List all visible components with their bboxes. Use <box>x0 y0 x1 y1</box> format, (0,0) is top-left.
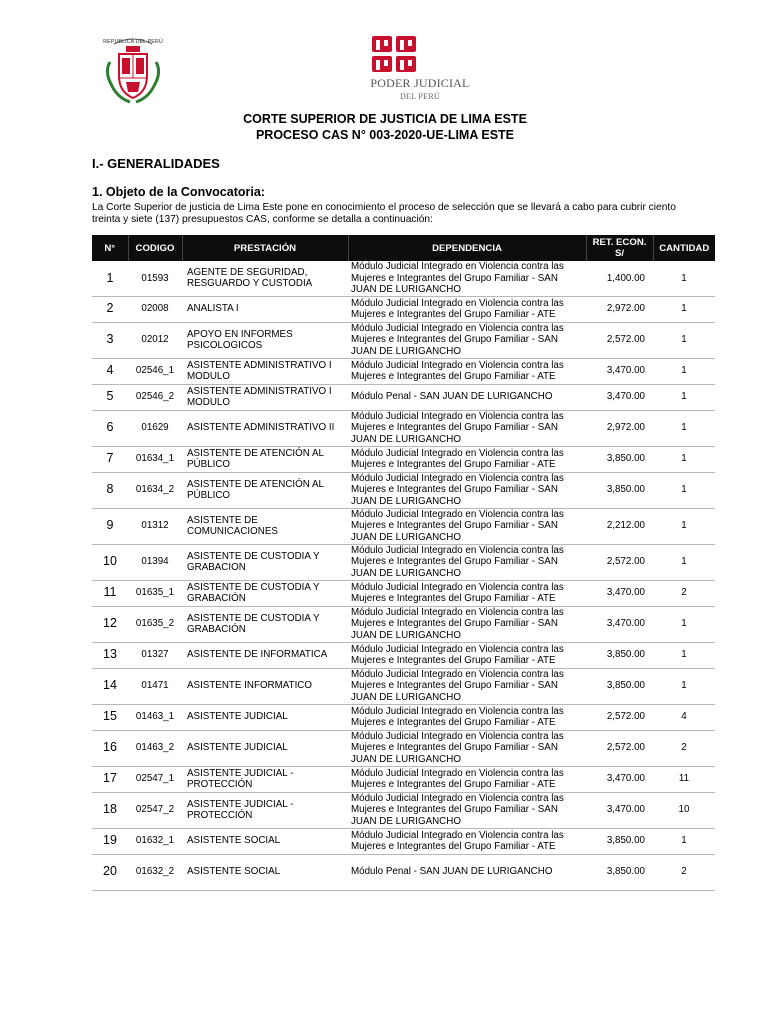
cell-ret: 2,572.00 <box>586 322 653 358</box>
cell-n: 14 <box>92 668 128 704</box>
cell-prestacion: ASISTENTE JUDICIAL <box>182 730 348 766</box>
cell-codigo: 01634_1 <box>128 446 182 472</box>
cell-codigo: 02546_1 <box>128 358 182 384</box>
cell-codigo: 01593 <box>128 261 182 296</box>
cell-codigo: 01635_1 <box>128 580 182 606</box>
header-dependencia: DEPENDENCIA <box>348 235 586 261</box>
cell-cantidad: 1 <box>653 508 715 544</box>
cell-dependencia: Módulo Judicial Integrado en Violencia contra las Mujeres e Integrantes del Grupo Familiar - SAN JUAN DE LURIGANCHO <box>348 508 586 544</box>
cell-dependencia: Módulo Judicial Integrado en Violencia contra las Mujeres e Integrantes del Grupo Familiar - SAN JUAN DE LURIGANCHO <box>348 410 586 446</box>
cell-codigo: 01394 <box>128 544 182 580</box>
cell-dependencia: Módulo Judicial Integrado en Violencia contra las Mujeres e Integrantes del Grupo Familiar - ATE <box>348 446 586 472</box>
positions-table <box>92 235 715 891</box>
table-row <box>92 508 715 544</box>
cell-cantidad: 10 <box>653 792 715 828</box>
cell-prestacion: ASISTENTE ADMINISTRATIVO II <box>182 410 348 446</box>
cell-n: 16 <box>92 730 128 766</box>
cell-dependencia: Módulo Judicial Integrado en Violencia contra las Mujeres e Integrantes del Grupo Familiar - ATE <box>348 704 586 730</box>
section-paragraph: La Corte Superior de justicia de Lima Este pone en conocimiento el proceso de selección que se llevará a cabo para cubrir ciento treinta y siete (137) presupuestos CAS, conforme se detalla a continuación: <box>92 202 676 225</box>
cell-dependencia: Módulo Judicial Integrado en Violencia contra las Mujeres e Integrantes del Grupo Familiar - ATE <box>348 296 586 322</box>
cell-cantidad: 1 <box>653 296 715 322</box>
cell-cantidad: 1 <box>653 446 715 472</box>
cell-prestacion: ASISTENTE SOCIAL <box>182 854 348 890</box>
cell-codigo: 01312 <box>128 508 182 544</box>
cell-n: 5 <box>92 384 128 410</box>
table-row <box>92 642 715 668</box>
cell-ret: 3,470.00 <box>586 384 653 410</box>
cell-codigo: 02008 <box>128 296 182 322</box>
cell-codigo: 01463_1 <box>128 704 182 730</box>
cell-cantidad: 1 <box>653 544 715 580</box>
cell-dependencia: Módulo Judicial Integrado en Violencia contra las Mujeres e Integrantes del Grupo Familiar - ATE <box>348 642 586 668</box>
cell-codigo: 02546_2 <box>128 384 182 410</box>
cell-cantidad: 2 <box>653 730 715 766</box>
table-row <box>92 296 715 322</box>
cell-dependencia: Módulo Judicial Integrado en Violencia contra las Mujeres e Integrantes del Grupo Familiar - SAN JUAN DE LURIGANCHO <box>348 544 586 580</box>
cell-cantidad: 1 <box>653 384 715 410</box>
document-title: CORTE SUPERIOR DE JUSTICIA DE LIMA ESTE <box>243 112 527 126</box>
cell-prestacion: ASISTENTE DE COMUNICACIONES <box>182 508 348 544</box>
pj-sub: DEL PERÚ <box>399 92 441 101</box>
cell-codigo: 01632_1 <box>128 828 182 854</box>
cell-cantidad: 4 <box>653 704 715 730</box>
cell-cantidad: 1 <box>653 358 715 384</box>
peru-coat-of-arms-icon <box>100 32 166 106</box>
cell-ret: 3,850.00 <box>586 668 653 704</box>
cell-n: 2 <box>92 296 128 322</box>
table-row <box>92 580 715 606</box>
cell-n: 17 <box>92 766 128 792</box>
cell-cantidad: 1 <box>653 322 715 358</box>
table-row <box>92 668 715 704</box>
cell-cantidad: 1 <box>653 410 715 446</box>
cell-prestacion: ASISTENTE SOCIAL <box>182 828 348 854</box>
cell-ret: 2,972.00 <box>586 296 653 322</box>
cell-ret: 2,572.00 <box>586 704 653 730</box>
table-row <box>92 792 715 828</box>
cell-ret: 2,212.00 <box>586 508 653 544</box>
cell-ret: 3,850.00 <box>586 828 653 854</box>
table-row <box>92 384 715 410</box>
cell-prestacion: ANALISTA I <box>182 296 348 322</box>
table-row <box>92 358 715 384</box>
section-heading: I.- GENERALIDADES <box>92 156 220 171</box>
cell-cantidad: 11 <box>653 766 715 792</box>
cell-prestacion: ASISTENTE JUDICIAL - PROTECCIÓN <box>182 766 348 792</box>
cell-cantidad: 1 <box>653 261 715 296</box>
cell-codigo: 01634_2 <box>128 472 182 508</box>
cell-n: 11 <box>92 580 128 606</box>
cell-ret: 3,850.00 <box>586 642 653 668</box>
cell-prestacion: ASISTENTE DE CUSTODIA Y GRABACION <box>182 544 348 580</box>
logo-motto-text: REPUBLICA DEL PERÚ <box>103 39 163 45</box>
cell-dependencia: Módulo Judicial Integrado en Violencia contra las Mujeres e Integrantes del Grupo Familiar - ATE <box>348 828 586 854</box>
cell-prestacion: AGENTE DE SEGURIDAD, RESGUARDO Y CUSTODIA <box>182 261 348 296</box>
cell-n: 3 <box>92 322 128 358</box>
cell-codigo: 02547_2 <box>128 792 182 828</box>
cell-n: 19 <box>92 828 128 854</box>
cell-n: 13 <box>92 642 128 668</box>
header-codigo: CODIGO <box>128 235 182 261</box>
table-row <box>92 410 715 446</box>
table-row <box>92 766 715 792</box>
cell-dependencia: Módulo Judicial Integrado en Violencia contra las Mujeres e Integrantes del Grupo Familiar - ATE <box>348 580 586 606</box>
cell-cantidad: 2 <box>653 854 715 890</box>
table-row <box>92 544 715 580</box>
cell-ret: 2,972.00 <box>586 410 653 446</box>
cell-n: 8 <box>92 472 128 508</box>
cell-dependencia: Módulo Penal - SAN JUAN DE LURIGANCHO <box>348 854 586 890</box>
cell-ret: 3,470.00 <box>586 580 653 606</box>
cell-prestacion: ASISTENTE DE INFORMATICA <box>182 642 348 668</box>
cell-codigo: 01471 <box>128 668 182 704</box>
table-row <box>92 606 715 642</box>
cell-cantidad: 1 <box>653 606 715 642</box>
cell-dependencia: Módulo Judicial Integrado en Violencia contra las Mujeres e Integrantes del Grupo Familiar - SAN JUAN DE LURIGANCHO <box>348 792 586 828</box>
cell-prestacion: ASISTENTE ADMINISTRATIVO I MODULO <box>182 384 348 410</box>
cell-dependencia: Módulo Judicial Integrado en Violencia contra las Mujeres e Integrantes del Grupo Familiar - ATE <box>348 358 586 384</box>
cell-ret: 3,850.00 <box>586 446 653 472</box>
cell-ret: 1,400.00 <box>586 261 653 296</box>
header-cantidad: CANTIDAD <box>653 235 715 261</box>
header-ret-econ: RET. ECON. S/ <box>586 235 653 261</box>
cell-ret: 3,470.00 <box>586 792 653 828</box>
cell-n: 12 <box>92 606 128 642</box>
cell-dependencia: Módulo Penal - SAN JUAN DE LURIGANCHO <box>348 384 586 410</box>
cell-ret: 3,470.00 <box>586 606 653 642</box>
cell-dependencia: Módulo Judicial Integrado en Violencia contra las Mujeres e Integrantes del Grupo Familiar - SAN JUAN DE LURIGANCHO <box>348 261 586 296</box>
cell-dependencia: Módulo Judicial Integrado en Violencia contra las Mujeres e Integrantes del Grupo Familiar - SAN JUAN DE LURIGANCHO <box>348 322 586 358</box>
table-row <box>92 730 715 766</box>
cell-codigo: 01463_2 <box>128 730 182 766</box>
header-n: N° <box>92 235 128 261</box>
header-prestacion: PRESTACIÓN <box>182 235 348 261</box>
cell-dependencia: Módulo Judicial Integrado en Violencia contra las Mujeres e Integrantes del Grupo Familiar - SAN JUAN DE LURIGANCHO <box>348 730 586 766</box>
cell-cantidad: 1 <box>653 828 715 854</box>
cell-n: 9 <box>92 508 128 544</box>
cell-n: 18 <box>92 792 128 828</box>
table-row <box>92 472 715 508</box>
cell-prestacion: ASISTENTE DE ATENCIÓN AL PÚBLICO <box>182 472 348 508</box>
cell-n: 20 <box>92 854 128 890</box>
cell-codigo: 01635_2 <box>128 606 182 642</box>
cell-n: 4 <box>92 358 128 384</box>
cell-ret: 3,850.00 <box>586 854 653 890</box>
cell-dependencia: Módulo Judicial Integrado en Violencia contra las Mujeres e Integrantes del Grupo Familiar - ATE <box>348 766 586 792</box>
cell-dependencia: Módulo Judicial Integrado en Violencia contra las Mujeres e Integrantes del Grupo Familiar - SAN JUAN DE LURIGANCHO <box>348 668 586 704</box>
cell-prestacion: APOYO EN INFORMES PSICOLOGICOS <box>182 322 348 358</box>
table-row <box>92 446 715 472</box>
cell-prestacion: ASISTENTE INFORMATICO <box>182 668 348 704</box>
cell-prestacion: ASISTENTE DE CUSTODIA Y GRABACIÓN <box>182 606 348 642</box>
cell-prestacion: ASISTENTE JUDICIAL - PROTECCIÓN <box>182 792 348 828</box>
cell-prestacion: ASISTENTE DE CUSTODIA Y GRABACIÓN <box>182 580 348 606</box>
cell-cantidad: 2 <box>653 580 715 606</box>
table-row <box>92 828 715 854</box>
cell-codigo: 01327 <box>128 642 182 668</box>
cell-dependencia: Módulo Judicial Integrado en Violencia contra las Mujeres e Integrantes del Grupo Familiar - SAN JUAN DE LURIGANCHO <box>348 472 586 508</box>
table-row <box>92 854 715 890</box>
cell-n: 1 <box>92 261 128 296</box>
cell-dependencia: Módulo Judicial Integrado en Violencia contra las Mujeres e Integrantes del Grupo Familiar - SAN JUAN DE LURIGANCHO <box>348 606 586 642</box>
document-subtitle: PROCESO CAS N° 003-2020-UE-LIMA ESTE <box>255 128 515 142</box>
cell-ret: 3,470.00 <box>586 358 653 384</box>
table-row <box>92 322 715 358</box>
cell-prestacion: ASISTENTE JUDICIAL <box>182 704 348 730</box>
cell-codigo: 01629 <box>128 410 182 446</box>
cell-n: 6 <box>92 410 128 446</box>
pj-name: PODER JUDICIAL <box>370 76 470 90</box>
cell-n: 15 <box>92 704 128 730</box>
cell-cantidad: 1 <box>653 668 715 704</box>
cell-cantidad: 1 <box>653 472 715 508</box>
table-header-row <box>92 235 715 261</box>
cell-cantidad: 1 <box>653 642 715 668</box>
cell-ret: 3,470.00 <box>586 766 653 792</box>
cell-codigo: 02012 <box>128 322 182 358</box>
table-row <box>92 261 715 296</box>
table-row <box>92 704 715 730</box>
cell-ret: 3,850.00 <box>586 472 653 508</box>
cell-ret: 2,572.00 <box>586 544 653 580</box>
poder-judicial-wordmark <box>370 76 470 101</box>
cell-prestacion: ASISTENTE DE ATENCIÓN AL PÚBLICO <box>182 446 348 472</box>
cell-codigo: 02547_1 <box>128 766 182 792</box>
cell-prestacion: ASISTENTE ADMINISTRATIVO I MODULO <box>182 358 348 384</box>
cell-n: 7 <box>92 446 128 472</box>
cell-codigo: 01632_2 <box>128 854 182 890</box>
section-subheading: 1. Objeto de la Convocatoria: <box>92 185 265 199</box>
cell-n: 10 <box>92 544 128 580</box>
cell-ret: 2,572.00 <box>586 730 653 766</box>
